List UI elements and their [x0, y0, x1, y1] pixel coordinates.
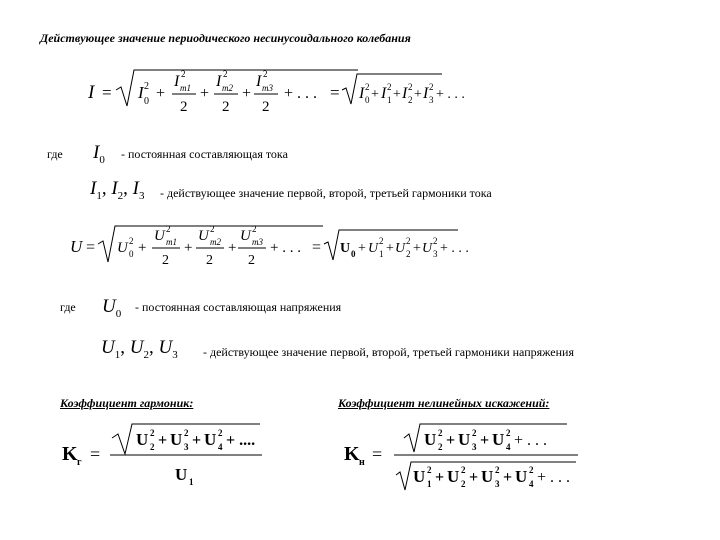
svg-text:U: U — [170, 430, 183, 449]
svg-text:I: I — [256, 73, 262, 90]
svg-text:2: 2 — [472, 428, 477, 438]
svg-text:U: U — [368, 241, 379, 256]
svg-text:2: 2 — [262, 99, 270, 115]
current-harmonics-description: - действующее значение первой, второй, третьей гармоники тока — [160, 186, 492, 200]
svg-text:3: 3 — [472, 442, 477, 452]
svg-text:4: 4 — [506, 442, 511, 452]
page-title: Действующее значение периодического несинусоидального колебания — [40, 31, 411, 45]
svg-text:m3: m3 — [262, 83, 273, 93]
distortion-coef-label: Коэффициент нелинейных искажений: — [338, 396, 550, 410]
svg-text:U: U — [515, 467, 528, 486]
distortion-coef-formula — [342, 420, 582, 495]
equals-sign: = — [102, 83, 112, 102]
svg-text:2: 2 — [144, 81, 149, 92]
svg-text:+: + — [184, 240, 193, 256]
formula-lhs-u: U — [70, 237, 83, 256]
svg-text:2: 2 — [210, 224, 215, 234]
svg-text:U: U — [154, 228, 165, 244]
svg-text:U: U — [422, 241, 433, 256]
radical-sign — [116, 70, 358, 106]
svg-text:+: + — [480, 432, 490, 449]
svg-text:2: 2 — [406, 249, 411, 259]
svg-text:1: 1 — [427, 479, 432, 489]
svg-text:2: 2 — [162, 253, 169, 268]
svg-text:U: U — [395, 241, 406, 256]
svg-text:=: = — [312, 239, 322, 256]
svg-text:m1: m1 — [166, 237, 177, 247]
i0-description: - постоянная составляющая тока — [121, 147, 288, 161]
svg-text:2: 2 — [222, 99, 230, 115]
svg-text:+ . . .: + . . . — [436, 87, 465, 102]
svg-text:2: 2 — [206, 253, 213, 268]
formula-lhs-i: I — [88, 82, 95, 103]
svg-text:U: U — [198, 228, 209, 244]
svg-text:+ . . .: + . . . — [440, 241, 469, 256]
svg-text:I: I — [359, 85, 365, 102]
svg-text:2: 2 — [529, 465, 534, 475]
u0-symbol: $U_0$ — [102, 296, 122, 320]
svg-text:+: + — [371, 87, 379, 102]
svg-text:2: 2 — [461, 479, 466, 489]
current-rms-formula — [80, 66, 465, 126]
svg-text:2: 2 — [433, 236, 438, 246]
i0-symbol: $I_0$ — [93, 142, 105, 166]
svg-text:I: I — [402, 85, 408, 102]
svg-text:U: U — [340, 241, 351, 256]
svg-text:+: + — [358, 241, 366, 256]
svg-text:m2: m2 — [210, 237, 221, 247]
harmonic-coef-label: Коэффициент гармоник: — [60, 396, 194, 410]
svg-text:н: н — [359, 457, 365, 468]
svg-text:+: + — [446, 432, 456, 449]
svg-text:1: 1 — [387, 95, 392, 105]
svg-text:U: U — [117, 240, 128, 256]
svg-text:U: U — [204, 430, 217, 449]
current-harmonics-symbols: $I_1$, $I_2$, $I_3$ — [90, 178, 145, 202]
svg-text:+: + — [228, 240, 237, 256]
svg-text:4: 4 — [218, 442, 223, 452]
u0-description: - постоянная составляющая напряжения — [135, 300, 342, 314]
svg-text:0: 0 — [365, 95, 370, 105]
svg-text:+ . . .: + . . . — [284, 85, 318, 102]
svg-text:+: + — [393, 87, 401, 102]
svg-text:U: U — [492, 430, 505, 449]
svg-text:2: 2 — [166, 224, 171, 234]
svg-text:+: + — [386, 241, 394, 256]
svg-text:=: = — [372, 444, 383, 464]
svg-text:m3: m3 — [252, 237, 263, 247]
svg-text:0: 0 — [351, 249, 356, 259]
svg-text:+: + — [469, 469, 479, 486]
svg-text:U: U — [413, 467, 426, 486]
svg-text:2: 2 — [427, 465, 432, 475]
kn-symbol: K — [344, 443, 360, 465]
svg-text:=: = — [90, 444, 101, 464]
svg-text:+: + — [200, 85, 210, 102]
harmonic-coef-formula — [60, 420, 270, 495]
svg-text:г: г — [77, 457, 82, 468]
svg-text:+: + — [192, 432, 202, 449]
svg-text:2: 2 — [365, 82, 370, 92]
svg-text:I: I — [138, 83, 144, 102]
svg-text:I: I — [381, 85, 387, 102]
svg-text:+ ....: + .... — [226, 432, 256, 449]
svg-text:I: I — [423, 85, 429, 102]
svg-text:2: 2 — [150, 428, 155, 438]
voltage-harmonics-description: - действующее значение первой, второй, третьей гармоники напряжения — [203, 345, 574, 359]
svg-text:2: 2 — [150, 442, 155, 452]
svg-text:+: + — [242, 85, 252, 102]
svg-text:+: + — [503, 469, 513, 486]
svg-text:2: 2 — [495, 465, 500, 475]
svg-text:2: 2 — [252, 224, 257, 234]
svg-text:U: U — [175, 465, 188, 484]
svg-text:=: = — [86, 239, 96, 256]
svg-text:4: 4 — [529, 479, 534, 489]
svg-text:+: + — [413, 241, 421, 256]
svg-text:0: 0 — [129, 249, 134, 259]
svg-text:2: 2 — [223, 69, 228, 79]
svg-text:+ . . .: + . . . — [514, 432, 548, 449]
svg-text:+: + — [138, 240, 147, 256]
kg-symbol: K — [62, 443, 78, 465]
svg-text:+ . . .: + . . . — [537, 469, 571, 486]
svg-text:U: U — [424, 430, 437, 449]
svg-text:0: 0 — [144, 96, 149, 107]
svg-text:m2: m2 — [222, 83, 233, 93]
svg-text:2: 2 — [181, 69, 186, 79]
svg-text:2: 2 — [438, 428, 443, 438]
svg-text:2: 2 — [218, 428, 223, 438]
svg-text:2: 2 — [263, 69, 268, 79]
svg-text:2: 2 — [429, 82, 434, 92]
voltage-harmonics-symbols: $U_1$, $U_2$, $U_3$ — [101, 337, 178, 361]
svg-text:3: 3 — [429, 95, 434, 105]
where-label-voltage: где — [60, 300, 76, 314]
svg-text:m1: m1 — [180, 83, 191, 93]
svg-text:2: 2 — [184, 428, 189, 438]
svg-text:=: = — [330, 83, 340, 102]
svg-text:+ . . .: + . . . — [270, 240, 301, 256]
svg-text:+: + — [156, 85, 166, 102]
svg-text:U: U — [240, 228, 251, 244]
svg-text:1: 1 — [189, 477, 194, 487]
svg-text:2: 2 — [461, 465, 466, 475]
where-label-current: где — [47, 147, 63, 161]
svg-text:3: 3 — [433, 249, 438, 259]
svg-text:2: 2 — [180, 99, 188, 115]
svg-text:2: 2 — [248, 253, 255, 268]
svg-text:3: 3 — [495, 479, 500, 489]
svg-text:U: U — [447, 467, 460, 486]
svg-text:+: + — [435, 469, 445, 486]
svg-text:2: 2 — [506, 428, 511, 438]
svg-text:I: I — [174, 73, 180, 90]
svg-text:+: + — [414, 87, 422, 102]
svg-text:3: 3 — [184, 442, 189, 452]
svg-text:2: 2 — [406, 236, 411, 246]
svg-text:I: I — [216, 73, 222, 90]
svg-text:1: 1 — [379, 249, 384, 259]
svg-text:2: 2 — [438, 442, 443, 452]
svg-text:U: U — [136, 430, 149, 449]
svg-text:U: U — [481, 467, 494, 486]
svg-text:2: 2 — [379, 236, 384, 246]
svg-text:2: 2 — [408, 82, 413, 92]
svg-text:2: 2 — [408, 95, 413, 105]
svg-text:2: 2 — [129, 236, 134, 246]
voltage-rms-formula — [68, 222, 468, 282]
svg-text:+: + — [158, 432, 168, 449]
svg-text:U: U — [458, 430, 471, 449]
svg-text:2: 2 — [387, 82, 392, 92]
